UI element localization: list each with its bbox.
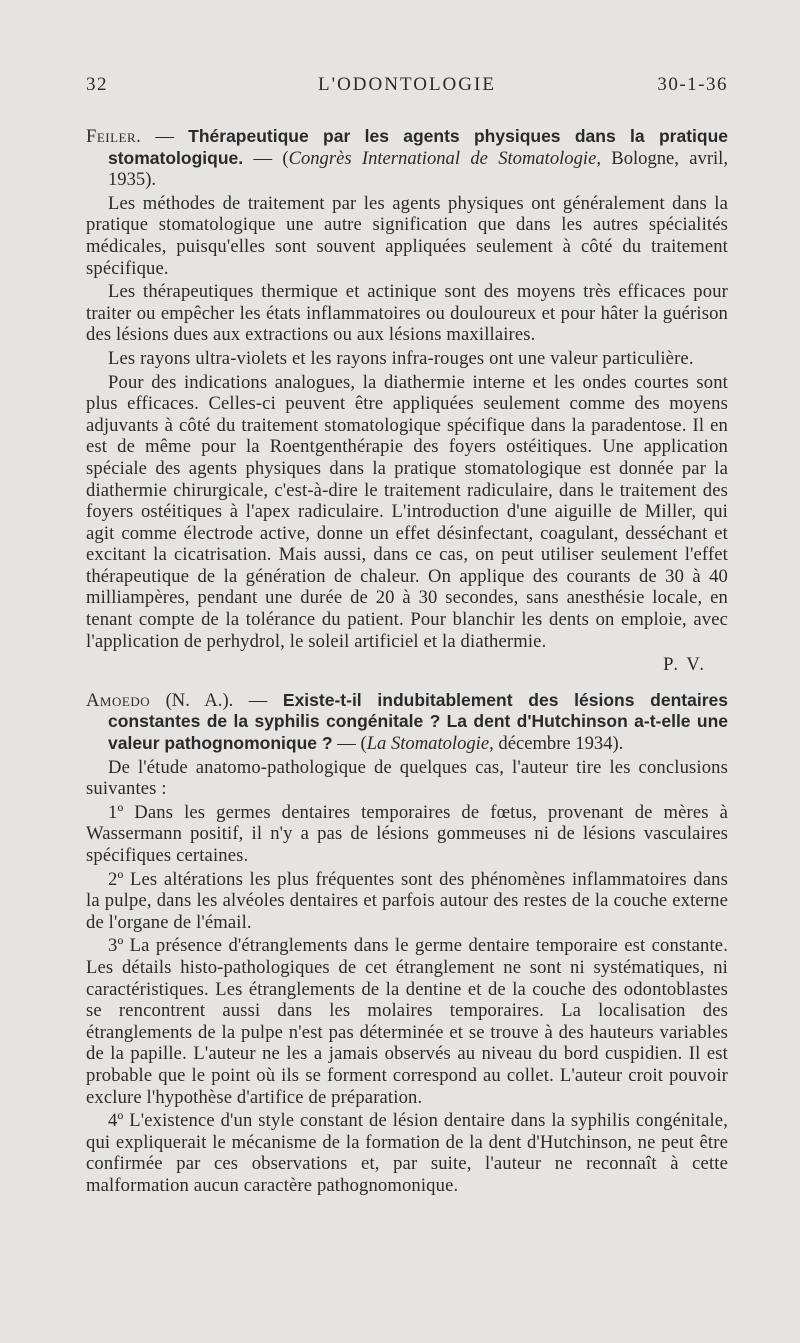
page-number: 32 <box>86 74 108 95</box>
article-feiler <box>86 126 728 676</box>
article-heading <box>86 126 728 191</box>
dash: — <box>141 126 189 147</box>
reference-source: La Stomatologie, <box>366 733 494 755</box>
paragraph: Pour des indications analogues, la diathermie interne et les ondes courtes sont plus efficaces. Celles-ci peuvent être appliquées seulement comme des moyens adjuvants à côté du traitement stomatologique spécifique dans la paradentose. Il en est de même pour la Roentgenthérapie des foyers ostéitiques. Une application spéciale des agents physiques dans la pratique stomatologique est donnée par la diathermie chirurgicale, c'est-à-dire le traitement radiculaire, dans le traitement des foyers ostéitiques à l'apex radiculaire. L'introduction d'une aiguille de Miller, qui agit comme électrode active, donne un effet désinfectant, coagulant, desséchant et excitant la cicatrisation. Mais aussi, dans ce cas, on peut utiliser seulement l'effet thérapeutique de la génération de chaleur. On applique des courants de 30 à 40 milliampères, pendant une durée de 20 à 30 secondes, sans anesthésie locale, en tenant compte de la tolérance du patient. Pour blanchir les dents on emploie, avec l'application de perhydrol, le soleil artificiel et la diathermie. <box>86 371 728 652</box>
reference-source: Congrès International de Stomatologie, <box>288 147 601 169</box>
paragraph: Les rayons ultra-violets et les rayons infra-rouges ont une valeur particulière. <box>108 347 694 369</box>
reference-prefix: — ( <box>332 733 367 755</box>
article-heading <box>86 690 728 755</box>
paragraph: Les méthodes de traitement par les agents physiques ont généralement dans la pratique stomatologique une autre signification que dans les autres spécialités médicales, puisqu'elles sont souvent appliquées seulement à côté du traitement spécifique. <box>86 192 728 279</box>
dash: — <box>233 689 283 711</box>
signature: P. V. <box>663 654 706 676</box>
paragraph: De l'étude anatomo-pathologique de quelques cas, l'auteur tire les conclusions suivantes : <box>86 756 728 800</box>
article-title: Thérapeutique par les agents physiques dans la pratique stomatologique. <box>108 126 729 168</box>
article-author: Feiler. <box>86 126 142 147</box>
paragraph: 1º Dans les germes dentaires temporaires de fœtus, provenant de mères à Wassermann positif, il n'y a pas de lésions gommeuses ni de lésions vasculaires spécifiques certaines. <box>86 801 728 866</box>
reference-details: décembre 1934). <box>493 733 624 755</box>
reference-details: Bologne, avril, 1935). <box>108 147 728 191</box>
running-head <box>86 74 728 104</box>
reference-prefix: — ( <box>243 147 289 169</box>
article-title: Existe-t-il indubitablement des lésions dentaires constantes de la syphilis congénitale ? La dent d'Hutchinson a-t-elle une valeur pathognomonique ? <box>108 689 728 754</box>
paragraph: 2º Les altérations les plus fréquentes sont des phénomènes inflammatoires dans la pulpe, dans les alvéoles dentaires et parfois autour des restes de la couche externe de l'organe de l'émail. <box>86 868 728 933</box>
paragraph: 4º L'existence d'un style constant de lésion dentaire dans la syphilis congénitale, qui expliquerait le mécanisme de la formation de la dent d'Hutchinson, ne peut être confirmée par ces observations et, par suite, l'auteur ne reconnaît à cette malformation aucun caractère pathognomonique. <box>86 1110 728 1196</box>
article-amoedo <box>86 690 728 1197</box>
article-author: Amoedo <box>86 689 151 711</box>
paragraph: Les thérapeutiques thermique et actinique sont des moyens très efficaces pour traiter ou empêcher les états inflammatoires ou douloureux et pour hâter la guérison des lésions dues aux extractions ou aux lésions maxillaires. <box>86 281 728 346</box>
paragraph: 3º La présence d'étranglements dans le germe dentaire temporaire est constante. Les détails histo-pathologiques de cet étranglement ne sont ni systématiques, ni caractéristiques. Les étranglements de la dentine et de la couche des odontoblastes se rencontrent aussi dans les molaires temporaires. La localisation des étranglements de la pulpe n'est pas déterminée et se trouve à des hauteurs variables de la papille. L'auteur ne les a jamais observés au niveau du bord cuspidien. Il est probable que le point où ils se forment correspond au collet. L'auteur croit pouvoir exclure l'hypothèse d'artifice de préparation. <box>86 935 728 1108</box>
journal-title: L'ODONTOLOGIE <box>318 74 496 95</box>
issue-date: 30-1-36 <box>657 74 728 95</box>
author-initials: (N. A.). <box>150 689 234 711</box>
